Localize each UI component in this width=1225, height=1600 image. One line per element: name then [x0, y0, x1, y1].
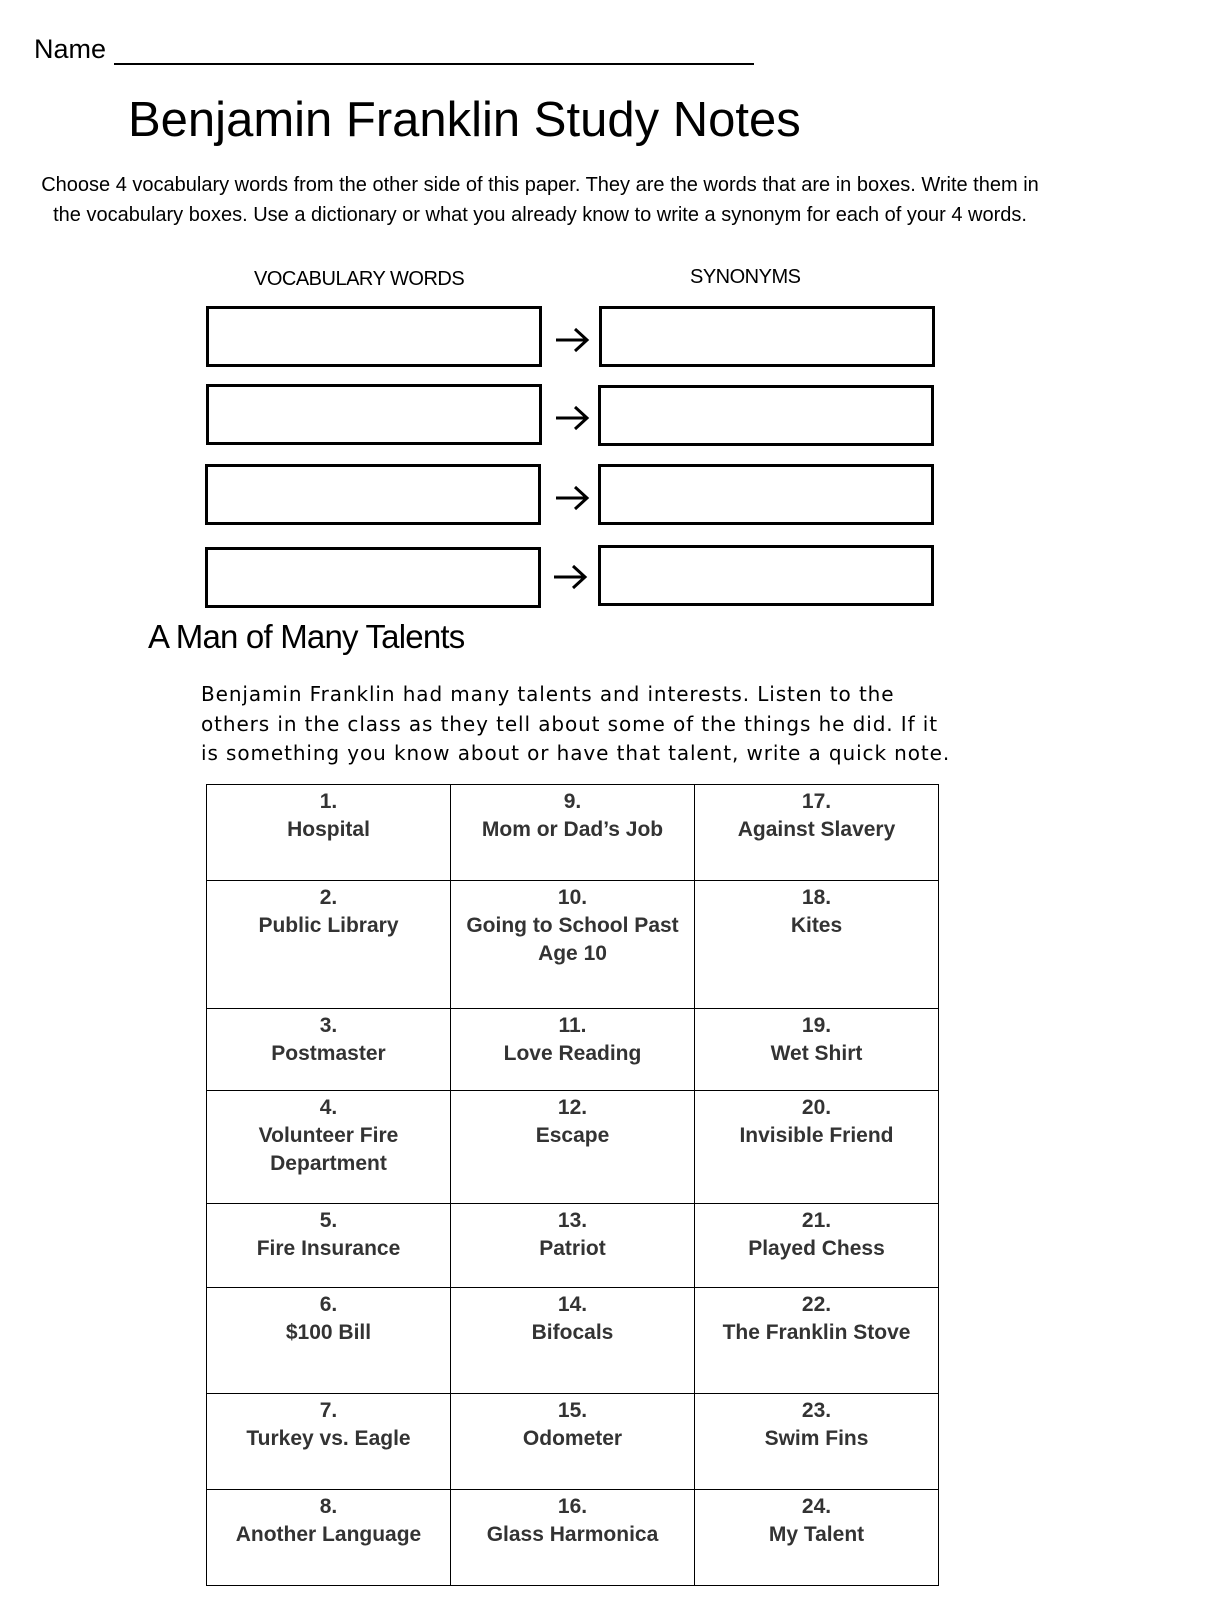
talent-number: 10.	[557, 886, 588, 909]
table-row	[207, 1394, 939, 1490]
talents-table	[206, 784, 939, 1586]
instructions: Choose 4 vocabulary words from the other side of this paper. They are the words that are in boxes. Write them in the vocabulary boxes. Use a dictionary or what you already know to write a synonym for each of your 4 words.	[41, 174, 1039, 226]
talent-number: 8.	[319, 1495, 338, 1518]
table-row	[207, 1288, 939, 1394]
table-row	[207, 785, 939, 881]
talent-label: Glass Harmonica	[486, 1523, 659, 1546]
synonym-box[interactable]	[598, 545, 934, 606]
talent-label: The Franklin Stove	[722, 1321, 911, 1344]
talent-cell[interactable]	[207, 1204, 451, 1288]
talent-number: 2.	[319, 886, 338, 909]
talent-label: Mom or Dad’s Job	[481, 818, 664, 841]
talent-cell[interactable]	[207, 1009, 451, 1091]
vocabulary-words-heading: VOCABULARY WORDS	[254, 268, 465, 290]
talent-label: Patriot	[539, 1237, 606, 1260]
talent-label: Turkey vs. Eagle	[246, 1427, 411, 1450]
talent-label: Public Library	[258, 914, 399, 937]
talent-cell[interactable]	[451, 1009, 695, 1091]
right-arrow-icon	[553, 403, 591, 433]
talent-cell[interactable]	[451, 1091, 695, 1204]
talent-cell[interactable]	[207, 785, 451, 881]
synonyms-heading: SYNONYMS	[690, 266, 801, 288]
talent-cell[interactable]	[695, 1091, 939, 1204]
talent-number: 19.	[801, 1014, 832, 1037]
talent-label: Hospital	[287, 818, 370, 841]
talent-number: 24.	[801, 1495, 832, 1518]
talent-label: Wet Shirt	[770, 1042, 863, 1065]
talent-number: 16.	[557, 1495, 588, 1518]
synonym-box[interactable]	[598, 385, 934, 446]
right-arrow-icon	[551, 562, 589, 592]
talent-label: Odometer	[522, 1427, 623, 1450]
talent-cell[interactable]	[695, 1490, 939, 1586]
talent-number: 5.	[319, 1209, 338, 1232]
vocabulary-word-box[interactable]	[205, 464, 541, 525]
talent-label: $100 Bill	[285, 1321, 372, 1344]
talent-number: 12.	[557, 1096, 588, 1119]
name-line	[34, 34, 754, 65]
talent-label: Swim Fins	[764, 1427, 869, 1450]
talent-number: 4.	[319, 1096, 338, 1119]
page-title: Benjamin Franklin Study Notes	[128, 93, 801, 147]
talent-cell[interactable]	[207, 1490, 451, 1586]
section-intro: Benjamin Franklin had many talents and interests. Listen to the others in the class as they tell about some of the things he did. If it is something you know about or have that talent, write a quick note.	[201, 682, 951, 765]
talent-number: 22.	[801, 1293, 832, 1316]
synonym-box[interactable]	[599, 306, 935, 367]
talent-label: My Talent	[768, 1523, 865, 1546]
talent-number: 18.	[801, 886, 832, 909]
talent-label: Another Language	[235, 1523, 422, 1546]
talent-number: 7.	[319, 1399, 338, 1422]
right-arrow-icon	[553, 483, 591, 513]
talent-cell[interactable]	[451, 1490, 695, 1586]
talent-cell[interactable]	[207, 1091, 451, 1204]
table-row	[207, 1091, 939, 1204]
synonym-box[interactable]	[598, 464, 934, 525]
talent-cell[interactable]	[695, 785, 939, 881]
talent-cell[interactable]	[451, 1394, 695, 1490]
talent-number: 15.	[557, 1399, 588, 1422]
talent-number: 9.	[563, 790, 582, 813]
talent-label: Against Slavery	[737, 818, 896, 841]
talent-label: Kites	[790, 914, 843, 937]
talent-number: 1.	[319, 790, 338, 813]
talent-cell[interactable]	[695, 1009, 939, 1091]
section-title: A Man of Many Talents	[148, 618, 465, 655]
vocabulary-word-box[interactable]	[206, 384, 542, 445]
talent-number: 20.	[801, 1096, 832, 1119]
table-row	[207, 1204, 939, 1288]
talent-cell[interactable]	[207, 1394, 451, 1490]
talent-cell[interactable]	[695, 1288, 939, 1394]
name-input-line[interactable]	[114, 35, 754, 65]
talent-label: Played Chess	[748, 1237, 885, 1260]
talent-number: 3.	[319, 1014, 338, 1037]
talent-cell[interactable]	[451, 785, 695, 881]
talent-label: Postmaster	[271, 1042, 386, 1065]
talent-number: 13.	[557, 1209, 588, 1232]
vocabulary-word-box[interactable]	[206, 306, 542, 367]
talent-cell[interactable]	[695, 1204, 939, 1288]
talent-label: Escape	[535, 1124, 610, 1147]
right-arrow-icon	[553, 325, 591, 355]
talent-number: 14.	[557, 1293, 588, 1316]
vocabulary-word-box[interactable]	[205, 547, 541, 608]
talent-number: 11.	[558, 1014, 587, 1037]
talent-number: 6.	[319, 1293, 338, 1316]
talent-number: 17.	[801, 790, 832, 813]
table-row	[207, 1490, 939, 1586]
talent-cell[interactable]	[695, 1394, 939, 1490]
talent-cell[interactable]	[451, 1204, 695, 1288]
talent-label: Love Reading	[503, 1042, 642, 1065]
talent-label: Fire Insurance	[256, 1237, 401, 1260]
talent-cell[interactable]	[451, 1288, 695, 1394]
talent-label: Going to School Past Age 10	[466, 914, 679, 965]
table-row	[207, 881, 939, 1009]
name-label: Name	[34, 34, 107, 64]
talent-cell[interactable]	[207, 1288, 451, 1394]
talent-cell[interactable]	[451, 881, 695, 1009]
talent-cell[interactable]	[695, 881, 939, 1009]
talent-number: 21.	[801, 1209, 832, 1232]
talent-number: 23.	[801, 1399, 832, 1422]
talent-cell[interactable]	[207, 881, 451, 1009]
table-row	[207, 1009, 939, 1091]
talent-label: Volunteer Fire Department	[258, 1124, 399, 1175]
talent-label: Invisible Friend	[739, 1124, 894, 1147]
talent-label: Bifocals	[531, 1321, 614, 1344]
